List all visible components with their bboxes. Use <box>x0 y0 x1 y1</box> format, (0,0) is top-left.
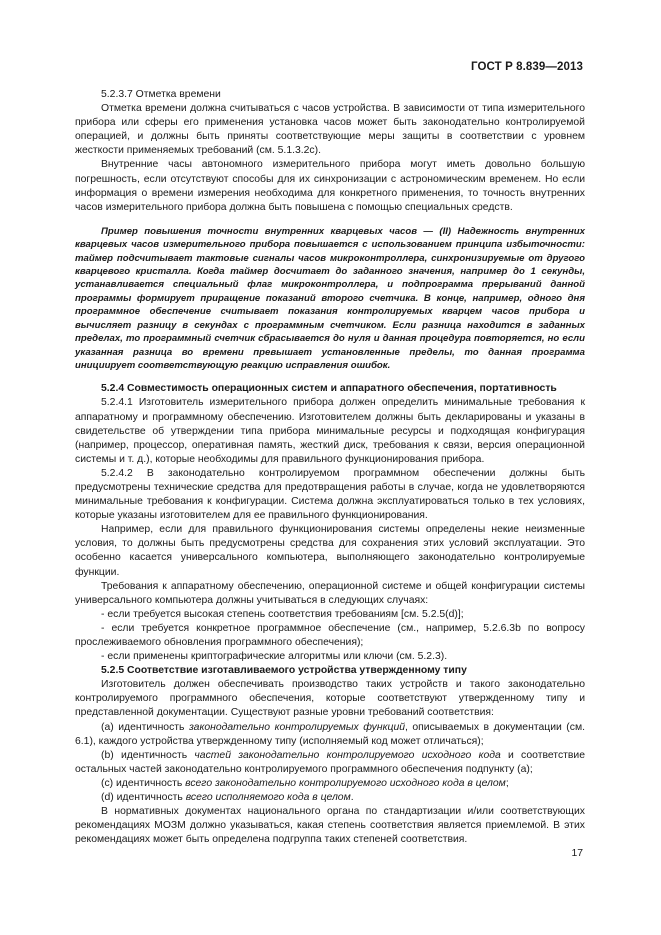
item-text: (d) идентичность <box>101 792 186 804</box>
item-emphasis: всего законодательно контролируемого исходного кода в целом <box>185 777 506 789</box>
section-heading-5-2-4: 5.2.4 Совместимость операционных систем и аппаратного обеспечения, портативность <box>101 383 557 395</box>
example-note: Пример повышения точности внутренних кварцевых часов — (II) Надежность внутренних кварцевых часов измерительного прибора повышается с использованием принципа избыточности: таймер подсчитывает тактовые сигналы часов микроконтроллера, синхронизируемые от другого кварцевого кристалла. Когда таймер досчитает до заданного значения, например до 1 секунды, устанавливается специальный флаг микроконтроллера, и подпрограмма прерываний данной программы формирует приращение показаний второго счетчика. В конце, например, одного дня программное обеспечение считывает показания контролируемых кварцем часов прибора и вычисляет разницу в секундах с программным счетчиком. Если разница находится в заданных пределах, то программный счетчик сбрасывается до нуля и данная процедура повторяется, но если указанная разница во времени превышает установленные пределы, то данная программа инициирует соответствующую реакцию исправления ошибок. <box>75 225 585 371</box>
list-item: - если требуется конкретное программное обеспечение (см., например, 5.2.6.3b по вопросу прослеживаемого обновления программного обеспечения); <box>75 622 585 648</box>
paragraph: Изготовитель должен обеспечивать производство таких устройств и такого законодательно контролируемого программного обеспечения, которые соответствуют утвержденному типу и представленной документации. Существуют разные уровни требований соответствия: <box>75 679 585 719</box>
item-text: (a) идентичность <box>101 721 189 733</box>
item-emphasis: всего исполняемого кода в целом <box>185 792 351 804</box>
item-text: и соответствие остальных частей законодательно контролируемого программного обеспечения подпункту (a); <box>75 749 585 775</box>
paragraph: Отметка времени должна считываться с часов устройства. В зависимости от типа измерительного прибора или сферы его применения установка часов может быть законодательно контролируемой операцией, и должны быть приняты соответствующие меры защиты в соответствии с уровнем жесткости применяемых требований (см. 5.1.3.2с). <box>75 103 585 157</box>
item-text: . <box>350 792 354 804</box>
page-body <box>75 88 585 847</box>
document-id: ГОСТ Р 8.839—2013 <box>471 61 583 73</box>
section-heading-5-2-5: 5.2.5 Соответствие изготавливаемого устройства утвержденному типу <box>101 665 467 677</box>
paragraph: Внутренние часы автономного измерительного прибора могут иметь довольно большую погрешность, если отсутствуют способы для их синхронизации с астрономическим временем. Но если информация о времени измерения необходима для конкретного применения, то точность внутренних часов измерительного прибора должна быть повышена с помощью специальных средств. <box>75 159 585 213</box>
list-item-b <box>75 749 585 777</box>
list-item-c <box>75 777 585 791</box>
paragraph-5-2-4-2: 5.2.4.2 В законодательно контролируемом программном обеспечении должны быть предусмотрены технические средства для предотвращения работы в случае, когда не удовлетворяются минимальные требования к конфигурации. Система должна эксплуатироваться только в тех условиях, которые указаны изготовителем для ее правильного функционирования. <box>75 467 585 522</box>
item-text: , описываемых в документации (см. 6.1), каждого устройства утвержденному типу (исполняемый код может отличаться); <box>75 721 585 747</box>
list-item: - если требуется высокая степень соответствия требованиям [см. 5.2.5(d)]; <box>101 608 464 620</box>
paragraph: В нормативных документах национального органа по стандартизации и/или соответствующих рекомендациях МОЗМ должно указываться, какая степень соответствия является приемлемой. В этих рекомендациях может быть определена подгруппа таких степеней соответствия. <box>75 806 585 846</box>
paragraph-5-2-4-1: 5.2.4.1 Изготовитель измерительного прибора должен определить минимальные требования к аппаратному и программному обеспечению. Изготовителем должны быть декларированы и указаны в свидетельстве об утверждении типа прибора минимальные ресурсы и подходящая конфигурация (например, процессор, оперативная память, жесткий диск, требования к связи, версия операционной системы и т. д.), которые необходимы для правильного функционирования прибора. <box>75 397 585 465</box>
section-heading-5-2-3-7: 5.2.3.7 Отметка времени <box>101 89 221 100</box>
paragraph: Требования к аппаратному обеспечению, операционной системе и общей конфигурации системы универсального компьютера должны учитываться в следующих случаях: <box>75 580 585 606</box>
item-emphasis: законодательно контролируемых функций <box>188 721 406 733</box>
paragraph: Например, если для правильного функционирования системы определены некие неизменные условия, то должны быть предусмотрены средства для сохранения этих условий эксплуатации. Это особенно касается универсального компьютера, выполняющего законодательно контролируемые функции. <box>75 524 585 578</box>
item-emphasis: частей законодательно контролируемого исходного кода <box>194 749 501 761</box>
list-item: - если применены криптографические алгоритмы или ключи (см. 5.2.3). <box>101 651 448 663</box>
list-item-d <box>75 791 585 805</box>
item-text: (b) идентичность <box>101 749 195 761</box>
page-number: 17 <box>571 848 583 859</box>
item-text: ; <box>505 777 509 789</box>
list-item-a <box>75 721 585 749</box>
item-text: (c) идентичность <box>101 777 186 789</box>
